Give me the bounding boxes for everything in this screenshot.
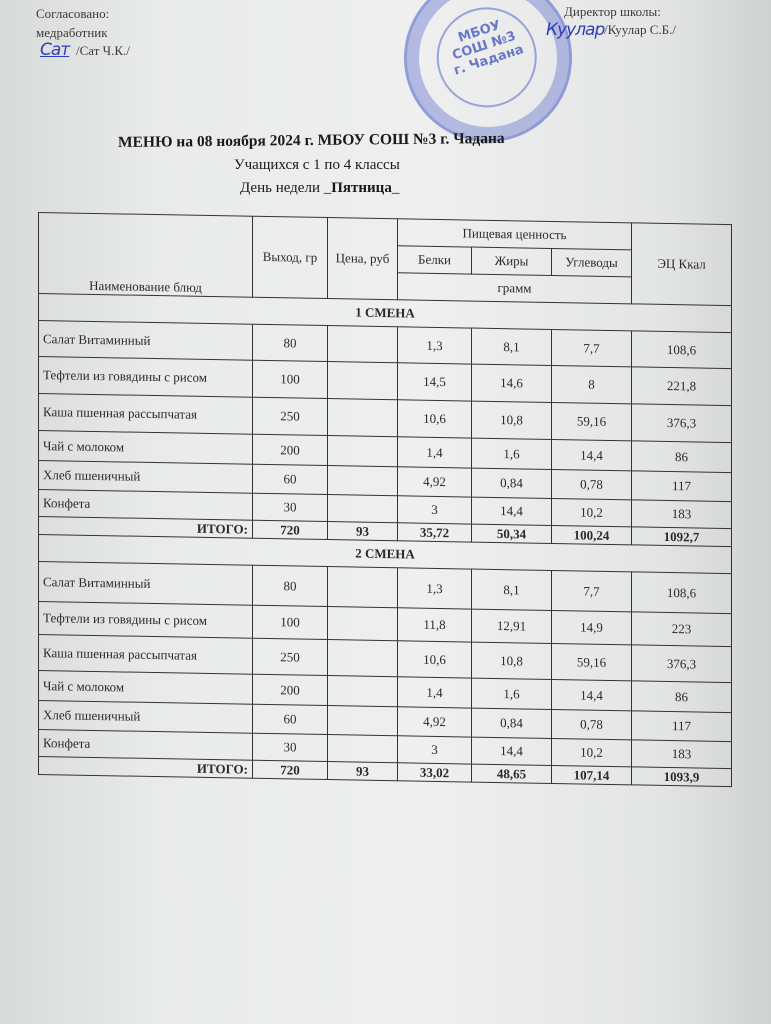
dish-price <box>328 607 398 641</box>
dish-fat: 1,6 <box>472 678 552 709</box>
weekday-value: Пятница <box>331 180 392 196</box>
dish-fat: 8,1 <box>472 328 552 365</box>
weekday-label: День недели _ <box>240 180 332 196</box>
dish-yield: 250 <box>253 638 328 675</box>
total-yield: 720 <box>253 520 328 539</box>
dish-carbs: 14,9 <box>552 610 632 644</box>
dish-protein: 14,5 <box>398 363 472 401</box>
total-carbs: 100,24 <box>552 525 632 544</box>
director-label: Директор школы: <box>564 4 661 19</box>
dish-carbs: 10,2 <box>552 738 632 766</box>
dish-carbs: 59,16 <box>552 402 632 440</box>
dish-name: Чай с молоком <box>39 671 253 705</box>
dish-fat: 8,1 <box>472 569 552 610</box>
dish-fat: 12,91 <box>472 609 552 643</box>
dish-yield: 80 <box>253 324 328 361</box>
page-title: МЕНЮ на 08 ноября 2024 г. МБОУ СОШ №3 г. Чадана <box>117 129 505 152</box>
menu-table <box>38 212 732 787</box>
approved-label: Согласовано: <box>36 6 110 21</box>
col-carbs-header: Углеводы <box>552 248 632 276</box>
dish-fat: 0,84 <box>472 468 552 498</box>
dish-yield: 30 <box>253 733 328 761</box>
total-carbs: 107,14 <box>552 765 632 784</box>
dish-kcal: 376,3 <box>632 645 732 683</box>
dish-protein: 11,8 <box>398 608 472 642</box>
dish-name: Конфета <box>39 490 253 521</box>
dish-name: Тефтели из говядины с рисом <box>39 602 253 639</box>
dish-protein: 4,92 <box>398 467 472 497</box>
dish-carbs: 0,78 <box>552 709 632 739</box>
dish-price <box>328 735 398 763</box>
dish-fat: 14,6 <box>472 364 552 402</box>
dish-protein: 1,3 <box>398 327 472 364</box>
dish-carbs: 0,78 <box>552 469 632 499</box>
shift-2-label: 2 СМЕНА <box>39 535 732 574</box>
dish-fat: 1,6 <box>472 438 552 469</box>
weekday-suffix: _ <box>391 180 400 196</box>
dish-yield: 60 <box>253 464 328 494</box>
shift-1-label: 1 СМЕНА <box>39 294 732 333</box>
col-yield-header: Выход, гр <box>253 216 328 298</box>
total-fat: 50,34 <box>472 524 552 543</box>
total-label: ИТОГО: <box>39 517 253 539</box>
dish-kcal: 117 <box>632 711 732 742</box>
total-protein: 33,02 <box>398 763 472 782</box>
nurse-label: медработник <box>36 25 108 40</box>
dish-carbs: 8 <box>552 365 632 403</box>
dish-price <box>328 706 398 736</box>
dish-name: Конфета <box>39 730 253 761</box>
col-name-header: Наименование блюд <box>39 213 253 298</box>
dish-price <box>328 362 398 400</box>
dish-fat: 10,8 <box>472 401 552 439</box>
dish-name: Тефтели из говядины с рисом <box>39 357 253 398</box>
dish-protein: 10,6 <box>398 641 472 678</box>
dish-name: Каша пшенная рассыпчатая <box>39 394 253 435</box>
dish-carbs: 14,4 <box>552 439 632 470</box>
col-kcal-header: ЭЦ Ккал <box>632 223 732 306</box>
dish-name: Салат Витаминный <box>39 321 253 361</box>
dish-name: Хлеб пшеничный <box>39 701 253 734</box>
header-row <box>39 213 732 252</box>
dish-fat: 14,4 <box>472 497 552 525</box>
dish-carbs: 14,4 <box>552 679 632 710</box>
dish-yield: 100 <box>253 360 328 398</box>
dish-protein: 3 <box>398 736 472 764</box>
director-name: /Куулар С.Б./ <box>604 22 676 37</box>
dish-kcal: 376,3 <box>632 404 732 443</box>
total-price: 93 <box>328 522 398 541</box>
col-fat-header: Жиры <box>472 247 552 275</box>
dish-kcal: 86 <box>632 681 732 713</box>
dish-kcal: 183 <box>632 740 732 769</box>
director-signature: Куулар <box>546 20 605 40</box>
col-protein-header: Белки <box>398 246 472 274</box>
col-nutrition-header: Пищевая ценность <box>398 219 632 250</box>
dish-protein: 1,4 <box>398 677 472 708</box>
dish-protein: 10,6 <box>398 400 472 438</box>
dish-price <box>328 466 398 496</box>
dish-name: Салат Витаминный <box>39 562 253 606</box>
dish-kcal: 108,6 <box>632 572 732 614</box>
dish-yield: 200 <box>253 434 328 465</box>
subtitle: Учащихся с 1 по 4 классы <box>234 157 400 173</box>
dish-kcal: 86 <box>632 441 732 473</box>
dish-name: Каша пшенная рассыпчатая <box>39 635 253 675</box>
dish-carbs: 59,16 <box>552 643 632 680</box>
dish-price <box>328 495 398 523</box>
dish-price <box>328 567 398 608</box>
dish-kcal: 223 <box>632 612 732 647</box>
dish-kcal: 183 <box>632 500 732 529</box>
dish-carbs: 10,2 <box>552 498 632 526</box>
dish-price <box>328 436 398 467</box>
dish-price <box>328 640 398 677</box>
dish-protein: 4,92 <box>398 707 472 737</box>
weekday-line <box>240 180 399 197</box>
nurse-signature: Сат <box>40 40 70 60</box>
dish-price <box>328 676 398 707</box>
dish-fat: 10,8 <box>472 642 552 679</box>
dish-yield: 60 <box>253 704 328 734</box>
dish-fat: 0,84 <box>472 708 552 738</box>
dish-fat: 14,4 <box>472 737 552 765</box>
dish-kcal: 117 <box>632 471 732 502</box>
dish-price <box>328 399 398 437</box>
dish-carbs: 7,7 <box>552 570 632 611</box>
dish-yield: 80 <box>253 565 328 606</box>
dish-name: Чай с молоком <box>39 431 253 465</box>
total-yield: 720 <box>253 760 328 779</box>
nurse-name: /Сат Ч.К./ <box>76 43 130 58</box>
dish-kcal: 108,6 <box>632 331 732 369</box>
stamp-text: МБОУ СОШ №3 г. Чадана <box>450 17 526 79</box>
total-kcal: 1092,7 <box>632 527 732 547</box>
total-fat: 48,65 <box>472 764 552 783</box>
dish-yield: 200 <box>253 674 328 705</box>
total-price: 93 <box>328 762 398 781</box>
dish-protein: 1,3 <box>398 568 472 609</box>
total-label: ИТОГО: <box>39 757 253 779</box>
dish-kcal: 221,8 <box>632 367 732 406</box>
dish-yield: 250 <box>253 397 328 435</box>
dish-protein: 3 <box>398 496 472 524</box>
total-protein: 35,72 <box>398 523 472 542</box>
dish-protein: 1,4 <box>398 437 472 468</box>
total-kcal: 1093,9 <box>632 767 732 787</box>
dish-yield: 30 <box>253 493 328 521</box>
dish-name: Хлеб пшеничный <box>39 461 253 494</box>
col-units-header: грамм <box>398 273 632 304</box>
dish-price <box>328 326 398 363</box>
dish-yield: 100 <box>253 605 328 639</box>
dish-carbs: 7,7 <box>552 329 632 366</box>
col-price-header: Цена, руб <box>328 218 398 300</box>
